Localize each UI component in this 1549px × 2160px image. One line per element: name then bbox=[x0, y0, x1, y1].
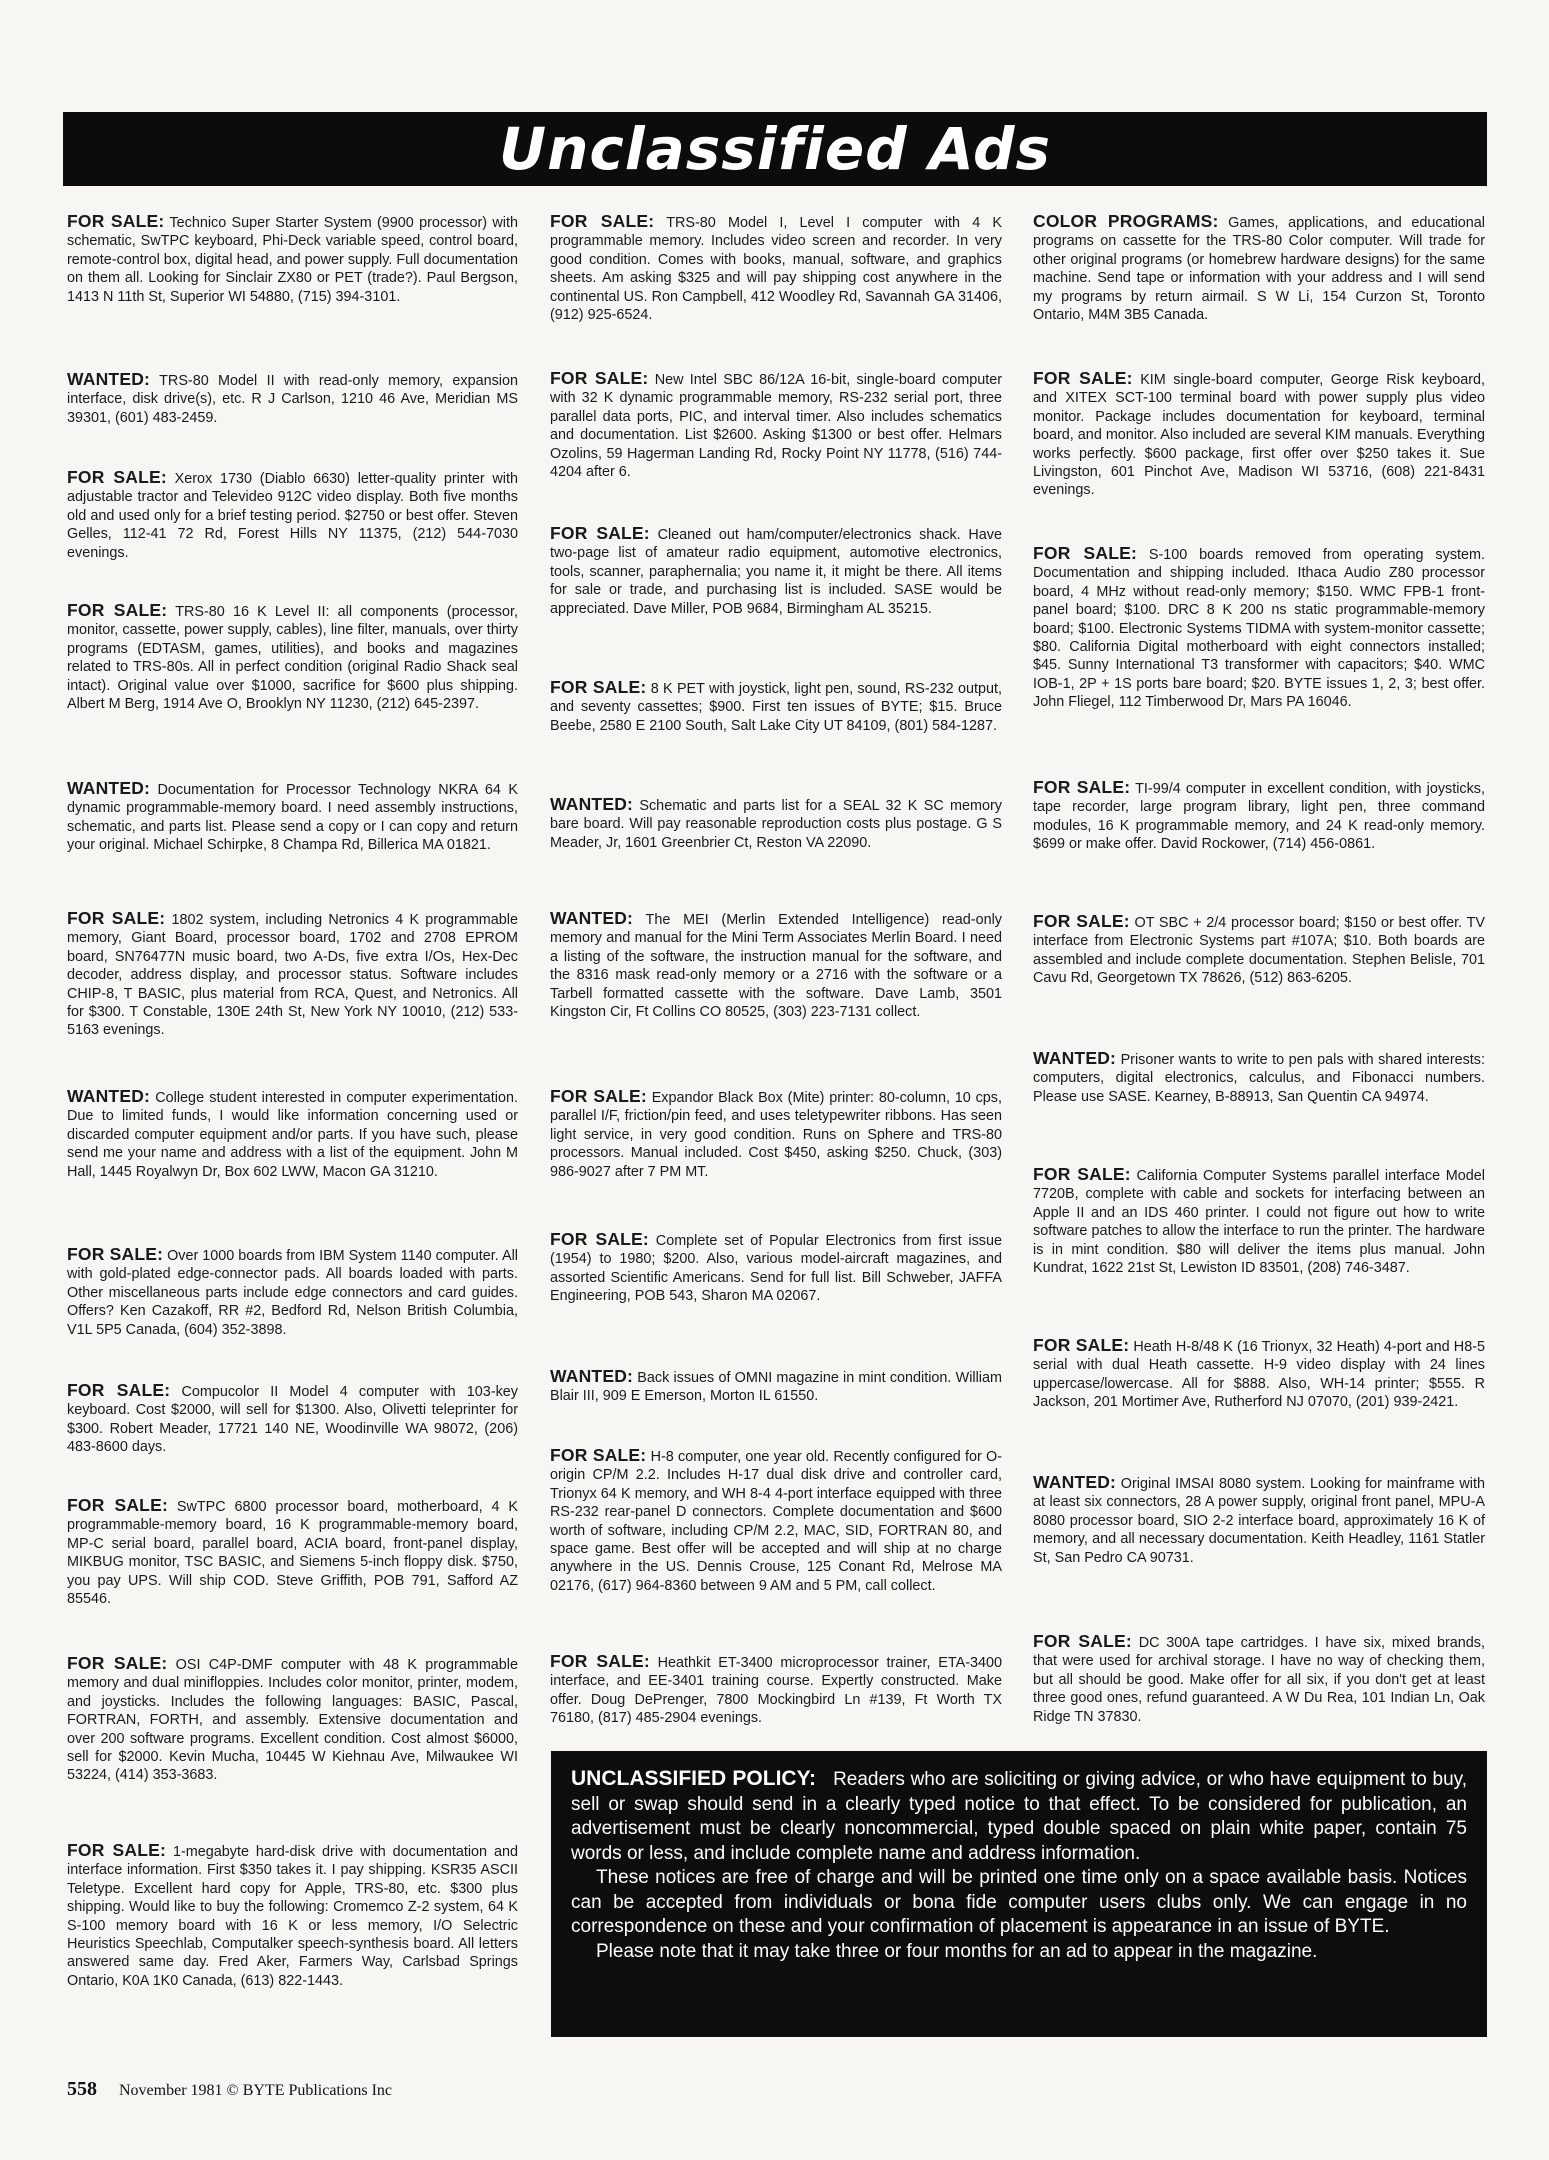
ad-item bbox=[67, 909, 518, 1040]
ad-item bbox=[550, 1652, 1002, 1728]
footer-credit: November 1981 © BYTE Publications Inc bbox=[119, 2082, 392, 2099]
ad-keyword: FOR SALE: bbox=[550, 1651, 650, 1671]
ad-text: Over 1000 boards from IBM System 1140 computer. All with gold-plated edge-connector pads. All boards loaded with parts. Other miscellaneous parts include edge connectors and card guides. Offers? Ken Cazakoff, RR #2, Bedford Rd, Nelson British Columbia, V1L 5P5 Canada, (604) 352-3898. bbox=[67, 1248, 518, 1338]
ad-keyword: FOR SALE: bbox=[550, 368, 649, 388]
policy-text-3: Please note that it may take three or four months for an ad to appear in the magazine. bbox=[596, 1940, 1318, 1962]
ad-text: SwTPC 6800 processor board, motherboard, 4 K programmable-memory board, 16 K programmable-memory board, MP-C serial board, parallel board, ACIA board, front-panel display, MIKBUG monitor, TSC BASIC, and Siemens 5-inch floppy disk. $750, you pay UPS. Will ship COD. Steve Griffith, POB 791, Safford AZ 85546. bbox=[67, 1499, 518, 1608]
ad-keyword: FOR SALE: bbox=[1033, 1164, 1131, 1184]
page-banner bbox=[63, 112, 1487, 186]
ad-keyword: WANTED: bbox=[1033, 1472, 1117, 1492]
ad-keyword: FOR SALE: bbox=[67, 908, 166, 928]
ad-keyword: WANTED: bbox=[67, 1086, 151, 1106]
ad-item bbox=[550, 909, 1002, 1021]
ad-text: Expandor Black Box (Mite) printer: 80-column, 10 cps, parallel I/F, friction/pin feed, and uses teletypewriter ribbons. Has seen light service, in very good condition. Runs on Sphere and TRS-80 processors. Manual included. Cost $450, asking $250. Chuck, (303) 986-9027 after 7 PM MT. bbox=[550, 1090, 1002, 1180]
ad-item bbox=[550, 1367, 1002, 1406]
ad-text: Schematic and parts list for a SEAL 32 K SC memory bare board. Will pay reasonable reproduction costs plus postage. G S Meader, Jr, 1601 Greenbrier Ct, Reston VA 22090. bbox=[550, 798, 1002, 851]
ad-text: Heath H-8/48 K (16 Trionyx, 32 Heath) 4-port and H8-5 serial with dual Heath cassette. H-9 video display with 24 lines uppercase/lowercase. All for $888. Also, WH-14 printer; $555. R Jackson, 201 Mortimer Ave, Rutherford NJ 07070, (201) 939-2421. bbox=[1033, 1339, 1485, 1411]
ad-item bbox=[550, 678, 1002, 735]
policy-paragraph bbox=[571, 1767, 1467, 1866]
ad-keyword: FOR SALE: bbox=[67, 1840, 167, 1860]
ad-text: TRS-80 16 K Level II: all components (processor, monitor, cassette, power supply, cables), line filter, manuals, over thirty programs (EDTASM, games, utilities), and books and magazines related to TRS-80s. All in perfect condition (original Radio Shack seal intact). Original value over $1000, sacrifice for $600 plus shipping. Albert M Berg, 1914 Ave O, Brooklyn NY 11230, (212) 645-2397. bbox=[67, 604, 518, 713]
ad-text: Games, applications, and educational programs on cassette for the TRS-80 Color computer. Will trade for other original programs (or homebrew hardware designs) for the same machine. Send tape or information with your address and I will send my programs by return airmail. S W Li, 154 Curzon St, Toronto Ontario, M4M 3B5 Canada. bbox=[1033, 215, 1485, 324]
ad-item bbox=[67, 370, 518, 427]
ad-item bbox=[1033, 1473, 1485, 1567]
ad-text: OSI C4P-DMF computer with 48 K programmable memory and dual minifloppies. Includes color monitor, printer, modem, and joysticks. Includes the following languages: BASIC, Pascal, FORTRAN, FORTH, and assembly. Extensive documentation and over 200 software programs. Excellent condition. Cost almost $6000, sell for $2000. Kevin Mucha, 10445 W Kiehnau Ave, Milwaukee WI 53224, (414) 353-3683. bbox=[67, 1657, 519, 1784]
policy-text-1: Readers who are soliciting or giving advice, or who have equipment to buy, sell or swap should send in a clearly typed notice to that effect. To be considered for publication, an advertisement must be clearly noncommercial, typed double spaced on plain white paper, contain 75 words or less, and include complete name and address information. bbox=[571, 1769, 1468, 1864]
ad-text: Complete set of Popular Electronics from first issue (1954) to 1980; $200. Also, various model-aircraft magazines, and assorted Scientific Americans. Send for full list. Bill Schweber, JAFFA Engineering, POB 543, Sharon MA 02067. bbox=[550, 1233, 1003, 1305]
ad-keyword: WANTED: bbox=[550, 1366, 634, 1386]
ad-text: California Computer Systems parallel interface Model 7720B, complete with cable and sockets for interfacing between an Apple II and an IDS 460 printer. I could not figure out how to write software patches to allow the interface to run the printer. The hardware is in mint condition. $80 will deliver the items plus manual. John Kundrat, 1622 21st St, Lewiston ID 83501, (208) 746-3487. bbox=[1033, 1168, 1485, 1277]
ad-item bbox=[1033, 778, 1485, 854]
ad-item bbox=[67, 212, 518, 306]
ad-item bbox=[1033, 1632, 1485, 1726]
ad-text: Documentation for Processor Technology NKRA 64 K dynamic programmable-memory board. I need assembly instructions, schematic, and parts list. Please send a copy or I can copy and return your original. Michael Schirpke, 8 Champa Rd, Billerica MA 01821. bbox=[67, 782, 518, 854]
ad-item bbox=[67, 1381, 518, 1457]
ad-text: College student interested in computer experimentation. Due to limited funds, I would like information concerning used or discarded computer equipment and/or parts. If you have such, please send me your name and address with a list of the equipment. John M Hall, 1445 Royalwyn Dr, Box 602 LWW, Macon GA 31210. bbox=[67, 1090, 519, 1180]
ad-item bbox=[67, 468, 518, 562]
ad-item bbox=[1033, 1165, 1485, 1277]
ad-keyword: WANTED: bbox=[67, 778, 151, 798]
page-number: 558 bbox=[67, 2078, 97, 2100]
ad-text: 1-megabyte hard-disk drive with documentation and interface information. First $350 takes it. I pay shipping. KSR35 ASCII Teletype. Excellent hard copy for Apple, TRS-80, etc. $300 plus shipping. Would like to buy the following: Cromemco Z-2 system, 64 K S-100 memory board with 16 K or less memory, I/O Selectric Heuristics Speechlab, Computalker speech-synthesis board. All letters answered same day. Fred Aker, Farmers Way, Carlsbad Springs Ontario, K0A 1K0 Canada, (613) 822-1443. bbox=[67, 1844, 519, 1989]
ad-item bbox=[1033, 544, 1485, 712]
ad-item bbox=[1033, 912, 1485, 988]
ad-text: The MEI (Merlin Extended Intelligence) read-only memory and manual for the Mini Term Associates Merlin Board. I need a listing of the software, the instruction manual for the software, and the 8316 mask read-only memory or a 2716 with the software or a Tarbell formatted cassette with the software. Dave Lamb, 3501 Kingston Cir, Ft Collins CO 80525, (303) 223-7131 collect. bbox=[550, 912, 1002, 1021]
ad-item bbox=[550, 212, 1002, 324]
ad-keyword: FOR SALE: bbox=[67, 1380, 171, 1400]
page-title: Unclassified Ads bbox=[498, 115, 1052, 183]
ad-text: OT SBC + 2/4 processor board; $150 or best offer. TV interface from Electronic Systems part #107A; $10. Both boards are assembled and include complete documentation. Stephen Belisle, 701 Cavu Rd, Georgetown TX 78626, (512) 863-6205. bbox=[1033, 915, 1485, 987]
ad-text: 1802 system, including Netronics 4 K programmable memory, Giant Board, processor board, 1702 and 2708 EPROM board, SN76477N music board, two A-Ds, five extra I/Os, Hex-Dec decoder, address display, and processor status. Software includes CHIP-8, T BASIC, plus material from RCA, Quest, and Netronics. All for $300. T Constable, 130E 24th St, New York NY 10010, (212) 533-5163 evenings. bbox=[67, 912, 519, 1039]
ad-item bbox=[550, 524, 1002, 618]
ad-item bbox=[1033, 1049, 1485, 1106]
ad-keyword: FOR SALE: bbox=[550, 1229, 649, 1249]
ad-keyword: FOR SALE: bbox=[550, 1445, 647, 1465]
ad-keyword: FOR SALE: bbox=[67, 467, 167, 487]
ad-text: Cleaned out ham/computer/electronics shack. Have two-page list of amateur radio equipment, automotive electronics, tools, scanner, paraphernalia; you name it, it might be there. All items for sale or trade, and purchasing list is included. SASE would be appreciated. Dave Miller, POB 9684, Birmingham AL 35215. bbox=[550, 527, 1002, 617]
ad-text: KIM single-board computer, George Risk keyboard, and XITEX SCT-100 terminal board with power supply plus video monitor. Package includes documentation for keyboard, terminal board, and monitor. Also included are several KIM manuals. Everything works perfectly. $600 package, first offer over $250 takes it. Sue Livingston, 601 Pinchot Ave, Madison WI 53716, (608) 221-8431 evenings. bbox=[1033, 372, 1486, 499]
ad-text: Technico Super Starter System (9900 processor) with schematic, SwTPC keyboard, Phi-Deck variable speed, control board, remote-control box, digital head, and power supply. Full documentation on them all. Looking for Sinclair ZX80 or PET (trade?). Paul Bergson, 1413 N 11th St, Superior WI 54880, (715) 394-3101. bbox=[67, 215, 518, 305]
ad-keyword: FOR SALE: bbox=[1033, 543, 1137, 563]
policy-heading: UNCLASSIFIED POLICY: bbox=[571, 1767, 817, 1790]
ad-keyword: FOR SALE: bbox=[550, 211, 655, 231]
ad-keyword: FOR SALE: bbox=[67, 1495, 168, 1515]
ad-keyword: WANTED: bbox=[1033, 1048, 1117, 1068]
unclassified-policy-box bbox=[551, 1751, 1487, 2037]
ad-keyword: FOR SALE: bbox=[67, 1653, 168, 1673]
ad-keyword: WANTED: bbox=[550, 794, 634, 814]
ad-keyword: WANTED: bbox=[67, 369, 151, 389]
ad-text: Xerox 1730 (Diablo 6630) letter-quality printer with adjustable tractor and Televideo 912C video display. Both five months old and used only for a brief testing period. $2750 or best offer. Steven Gelles, 112-41 72 Rd, Forest Hills NY 11375, (212) 544-7030 evenings. bbox=[67, 471, 518, 561]
ad-item bbox=[550, 795, 1002, 852]
ad-item bbox=[67, 1841, 518, 1990]
ad-text: Original IMSAI 8080 system. Looking for mainframe with at least six connectors, 28 A power supply, original front panel, MPU-A 8080 processor board, SIO 2-2 interface board, approximately 16 K of memory, and all necessary documentation. Keith Headley, 1161 Statler St, San Pedro CA 90731. bbox=[1033, 1476, 1485, 1566]
ad-keyword: FOR SALE: bbox=[1033, 1335, 1130, 1355]
ad-keyword: WANTED: bbox=[550, 908, 634, 928]
ad-keyword: COLOR PROGRAMS: bbox=[1033, 211, 1219, 231]
ad-keyword: FOR SALE: bbox=[67, 600, 168, 620]
ad-text: TI-99/4 computer in excellent condition, with joysticks, tape recorder, large program library, light pen, three command modules, 16 K programmable memory, and 24 K read-only memory. $699 or make offer. David Rockower, (714) 456-0861. bbox=[1033, 781, 1485, 853]
ad-item bbox=[1033, 212, 1485, 324]
ad-text: Heathkit ET-3400 microprocessor trainer, ETA-3400 interface, and EE-3401 training course. Expertly constructed. Make offer. Doug DePrenger, 7800 Mockingbird Ln #139, Ft Worth TX 76180, (817) 485-2904 evenings. bbox=[550, 1655, 1003, 1727]
ad-keyword: FOR SALE: bbox=[1033, 777, 1131, 797]
ad-keyword: FOR SALE: bbox=[1033, 1631, 1132, 1651]
ad-text: S-100 boards removed from operating system. Documentation and shipping included. Ithaca Audio Z80 processor board, 4 MHz without read-only memory; $150. WMC FPB-1 front-panel board; $100. DRC 8 K 200 ns static programmable-memory board; $100. Electronic Systems TIDMA with system-monitor cassette; $80. California Digital motherboard with eight connectors installed; $45. Sunny International T3 transformer with capacitors; $40. WMC IOB-1, 2P + 1S ports bare board; $20. BYTE issues 1, 2, 3; best offer. John Fliegel, 112 Timberwood Dr, Mars PA 16046. bbox=[1033, 547, 1486, 711]
ad-item bbox=[67, 1087, 518, 1181]
ad-keyword: FOR SALE: bbox=[550, 677, 647, 697]
ad-item bbox=[1033, 1336, 1485, 1412]
ad-text: New Intel SBC 86/12A 16-bit, single-board computer with 32 K dynamic programmable memory, RS-232 serial port, three parallel data ports, PIC, and interval timer. Also includes schematics and documentation. List $2600. Asking $1300 or best offer. Helmars Ozolins, 59 Hagerman Landing Rd, Rocky Point NY 11778, (516) 744-4204 after 6. bbox=[550, 372, 1003, 481]
ad-item bbox=[67, 1654, 518, 1785]
ad-item bbox=[67, 601, 518, 713]
ad-keyword: FOR SALE: bbox=[1033, 368, 1133, 388]
ad-text: TRS-80 Model II with read-only memory, expansion interface, disk drive(s), etc. R J Carlson, 1210 46 Ave, Meridian MS 39301, (601) 483-2459. bbox=[67, 373, 518, 426]
ad-text: H-8 computer, one year old. Recently configured for O-origin CP/M 2.2. Includes H-17 dual disk drive and controller card, Trionyx 64 K memory, and WH 8-4 4-port interface equipped with three RS-232 rear-panel D connectors. Complete documentation and $600 worth of software, including CP/M 2.2, MAC, SID, FORTRAN 80, and space game. Best offer will be accepted and will ship at no charge anywhere in the US. Dennis Crouse, 125 Conant Rd, Melrose MA 02176, (617) 964-8360 between 9 AM and 5 PM, call collect. bbox=[550, 1449, 1002, 1594]
ad-item bbox=[67, 1496, 518, 1608]
ad-item bbox=[67, 779, 518, 855]
ad-text: 8 K PET with joystick, light pen, sound, RS-232 output, and seventy cassettes; $900. First ten issues of BYTE; $15. Bruce Beebe, 2580 E 2100 South, Salt Lake City UT 84109, (801) 584-1287. bbox=[550, 681, 1003, 734]
ad-keyword: FOR SALE: bbox=[550, 523, 650, 543]
ad-item bbox=[67, 1245, 518, 1339]
page-footer bbox=[67, 2078, 392, 2101]
ad-item bbox=[550, 369, 1002, 481]
policy-text-2: These notices are free of charge and will be printed one time only on a space available basis. Notices can be accepted from individuals or bona fide computer users clubs only. We can engage in no correspondence on these and your confirmation of placement is appearance in an issue of BYTE. bbox=[571, 1867, 1467, 1937]
ad-item bbox=[550, 1230, 1002, 1306]
ad-keyword: FOR SALE: bbox=[1033, 911, 1130, 931]
ad-item bbox=[550, 1446, 1002, 1595]
ad-text: Back issues of OMNI magazine in mint condition. William Blair III, 909 E Emerson, Morton IL 61550. bbox=[550, 1370, 1002, 1405]
ad-keyword: FOR SALE: bbox=[67, 211, 165, 231]
ad-item bbox=[550, 1087, 1002, 1181]
ad-text: TRS-80 Model I, Level I computer with 4 K programmable memory. Includes video screen and recorder. In very good condition. Comes with books, manual, software, and graphics sheets. Am asking $325 and will pay shipping cost anywhere in the continental US. Ron Campbell, 412 Woodley Rd, Savannah GA 31406, (912) 925-6524. bbox=[550, 215, 1002, 324]
ad-keyword: FOR SALE: bbox=[67, 1244, 164, 1264]
ad-keyword: FOR SALE: bbox=[550, 1086, 647, 1106]
ad-text: DC 300A tape cartridges. I have six, mixed brands, that were used for archival storage. I have no way of checking them, but all should be good. Make offer for all six, if you don't get at least three good ones, refund guaranteed. A W Du Rea, 101 Indian Ln, Oak Ridge TN 37830. bbox=[1033, 1635, 1486, 1725]
ad-text: Prisoner wants to write to pen pals with shared interests: computers, digital electronics, calculus, and Fibonacci numbers. Please use SASE. Kearney, B-88913, San Quentin CA 94974. bbox=[1033, 1052, 1485, 1105]
ad-item bbox=[1033, 369, 1485, 500]
ad-text: Compucolor II Model 4 computer with 103-key keyboard. Cost $2000, will sell for $1300. Also, Olivetti teleprinter for $300. Robert Meader, 17721 140 NE, Woodinville WA 98072, (206) 483-8600 days. bbox=[67, 1384, 519, 1456]
